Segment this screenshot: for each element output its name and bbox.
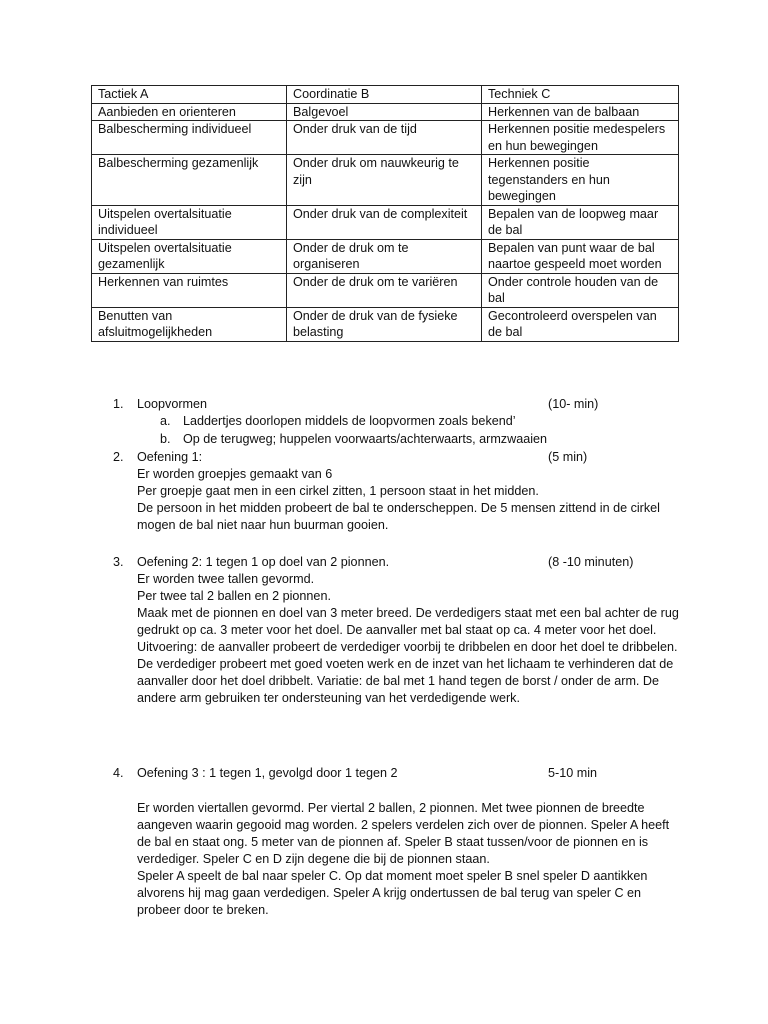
item-title: Oefening 1: bbox=[137, 450, 203, 464]
table-cell: Onder controle houden van de bal bbox=[482, 273, 679, 307]
paragraph: Per twee tal 2 ballen en 2 pionnen. bbox=[137, 589, 331, 603]
table-cell: Onder de druk van de fysieke belasting bbox=[287, 307, 482, 341]
table-row bbox=[92, 239, 679, 273]
table-cell: Herkennen positie tegenstanders en hun bewegingen bbox=[482, 155, 679, 206]
tactics-table bbox=[91, 85, 679, 342]
item-body bbox=[137, 800, 682, 919]
item-body bbox=[137, 571, 682, 707]
table-row bbox=[92, 205, 679, 239]
table-row bbox=[92, 273, 679, 307]
table-row bbox=[92, 121, 679, 155]
table-row bbox=[92, 103, 679, 121]
sub-item-letter: a. bbox=[160, 414, 171, 428]
item-duration: (10- min) bbox=[548, 397, 599, 411]
paragraph: Er worden viertallen gevormd. Per viertal 2 ballen, 2 pionnen. Met twee pionnen de breedte aangeven waarin gegooid mag worden. 2 spelers verdelen zich over de pionnen. Speler A heeft de bal en staat ong. 5 meter van de pionnen af. Speler B staat tussen/voor de pionnen en is verdediger. Speler C en D zijn degene die bij de pionnen staan. bbox=[137, 801, 670, 866]
item-number: 4. bbox=[113, 766, 124, 780]
sub-item-text: Laddertjes doorlopen middels de loopvormen zoals bekend’ bbox=[183, 414, 516, 428]
paragraph: Maak met de pionnen en doel van 3 meter breed. De verdedigers staat met een bal achter de rug gedrukt op ca. 3 meter voor het doel. De aanvaller met bal staat op ca. 4 meter voor het doel. bbox=[137, 606, 679, 637]
paragraph: Speler A speelt de bal naar speler C. Op dat moment moet speler B snel speler D aantikken alvorens hij mag gaan verdedigen. Speler A krijg ondertussen de bal terug van speler C en probeer door te breken. bbox=[137, 869, 648, 917]
table-row bbox=[92, 155, 679, 206]
item-number: 3. bbox=[113, 555, 124, 569]
table-cell: Onder de druk om te organiseren bbox=[287, 239, 482, 273]
item-title: Oefening 3 : 1 tegen 1, gevolgd door 1 tegen 2 bbox=[137, 766, 398, 780]
paragraph: Er worden twee tallen gevormd. bbox=[137, 572, 315, 586]
table-cell: Herkennen positie medespelers en hun bewegingen bbox=[482, 121, 679, 155]
table-cell: Onder druk om nauwkeurig te zijn bbox=[287, 155, 482, 206]
paragraph: Per groepje gaat men in een cirkel zitten, 1 persoon staat in het midden. bbox=[137, 484, 539, 498]
table-cell: Bepalen van de loopweg maar de bal bbox=[482, 205, 679, 239]
header-coordinatie: Coordinatie B bbox=[287, 86, 482, 104]
item-title: Oefening 2: 1 tegen 1 op doel van 2 pionnen. bbox=[137, 555, 390, 569]
table-row bbox=[92, 307, 679, 341]
table-cell: Balgevoel bbox=[287, 103, 482, 121]
paragraph: Uitvoering: de aanvaller probeert de verdediger voorbij te dribbelen en door het doel te dribbelen. De verdediger probeert met goed voeten werk en de inzet van het lichaam te verhinderen dat de aanvaller door het doel dribbelt. Variatie: de bal met 1 hand tegen de borst / onder de arm. De andere arm gebruiken ter ondersteuning van het verdedigende werk. bbox=[137, 640, 678, 705]
table-cell: Herkennen van ruimtes bbox=[92, 273, 287, 307]
table-cell: Uitspelen overtalsituatie gezamenlijk bbox=[92, 239, 287, 273]
table-header-row bbox=[92, 86, 679, 104]
sub-item-letter: b. bbox=[160, 432, 171, 446]
sub-item-text: Op de terugweg; huppelen voorwaarts/achterwaarts, armzwaaien bbox=[183, 432, 548, 446]
table-cell: Balbescherming individueel bbox=[92, 121, 287, 155]
item-duration: 5-10 min bbox=[548, 766, 597, 780]
item-body bbox=[137, 466, 682, 534]
item-duration: (5 min) bbox=[548, 450, 588, 464]
table-cell: Aanbieden en orienteren bbox=[92, 103, 287, 121]
table-cell: Benutten van afsluitmogelijkheden bbox=[92, 307, 287, 341]
table-cell: Onder de druk om te variëren bbox=[287, 273, 482, 307]
table-cell: Balbescherming gezamenlijk bbox=[92, 155, 287, 206]
table-cell: Onder druk van de tijd bbox=[287, 121, 482, 155]
table-cell: Onder druk van de complexiteit bbox=[287, 205, 482, 239]
paragraph: De persoon in het midden probeert de bal te onderscheppen. De 5 mensen zittend in de cirkel mogen de bal niet naar hun buurman gooien. bbox=[137, 501, 660, 532]
table-cell: Uitspelen overtalsituatie individueel bbox=[92, 205, 287, 239]
table-cell: Bepalen van punt waar de bal naartoe gespeeld moet worden bbox=[482, 239, 679, 273]
item-title: Loopvormen bbox=[137, 397, 208, 411]
header-techniek: Techniek C bbox=[482, 86, 679, 104]
header-tactiek: Tactiek A bbox=[92, 86, 287, 104]
table-cell: Gecontroleerd overspelen van de bal bbox=[482, 307, 679, 341]
paragraph: Er worden groepjes gemaakt van 6 bbox=[137, 467, 333, 481]
table-cell: Herkennen van de balbaan bbox=[482, 103, 679, 121]
item-duration: (8 -10 minuten) bbox=[548, 555, 634, 569]
item-number: 1. bbox=[113, 397, 124, 411]
item-number: 2. bbox=[113, 450, 124, 464]
